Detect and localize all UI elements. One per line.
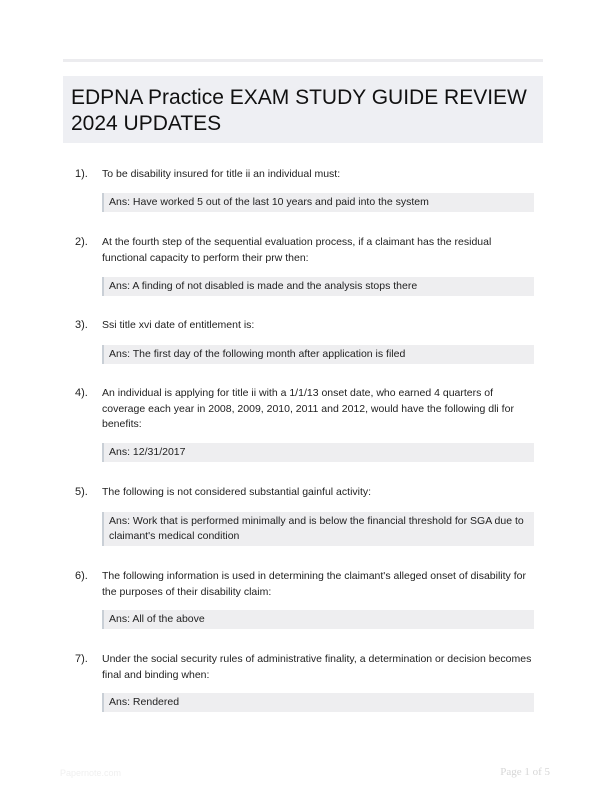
question-text: An individual is applying for title ii with a 1/1/13 onset date, who earned 4 quarters of coverage each year in 2008, 2009, 2010, 2011 and 2012, would have the following dli for benefits: xyxy=(102,387,514,430)
title-banner xyxy=(63,76,543,143)
question-number: 6). xyxy=(75,570,88,582)
top-divider xyxy=(63,59,543,62)
answer-box: Ans: All of the above xyxy=(102,610,534,629)
question-number: 2). xyxy=(75,236,88,248)
answer-box: Ans: Work that is performed minimally and is below the financial threshold for SGA due to claimant's medical condition xyxy=(102,512,534,546)
answer-box: Ans: A finding of not disabled is made and the analysis stops there xyxy=(102,277,534,296)
question-number: 4). xyxy=(75,387,88,399)
question-text: Ssi title xvi date of entitlement is: xyxy=(102,319,255,331)
answer-box: Ans: Have worked 5 out of the last 10 years and paid into the system xyxy=(102,193,534,212)
document-title: EDPNA Practice EXAM STUDY GUIDE REVIEW 2024 UPDATES xyxy=(71,86,527,135)
question-number: 5). xyxy=(75,486,88,498)
question-number: 7). xyxy=(75,653,88,665)
page-number: Page 1 of 5 xyxy=(500,766,550,778)
question-text: To be disability insured for title ii an individual must: xyxy=(102,168,341,180)
footer-site-watermark: Papernote.com xyxy=(60,768,122,778)
question-text: At the fourth step of the sequential evaluation process, if a claimant has the residual functional capacity to perform their prw then: xyxy=(102,236,492,264)
question-text: Under the social security rules of administrative finality, a determination or decision becomes final and binding when: xyxy=(102,653,532,681)
answer-box: Ans: The first day of the following month after application is filed xyxy=(102,345,534,364)
question-text: The following information is used in determining the claimant's alleged onset of disability for the purposes of their disability claim: xyxy=(102,570,526,598)
question-number: 1). xyxy=(75,168,88,180)
question-text: The following is not considered substantial gainful activity: xyxy=(102,486,372,498)
answer-box: Ans: 12/31/2017 xyxy=(102,443,534,462)
answer-box: Ans: Rendered xyxy=(102,693,534,712)
question-number: 3). xyxy=(75,319,88,331)
